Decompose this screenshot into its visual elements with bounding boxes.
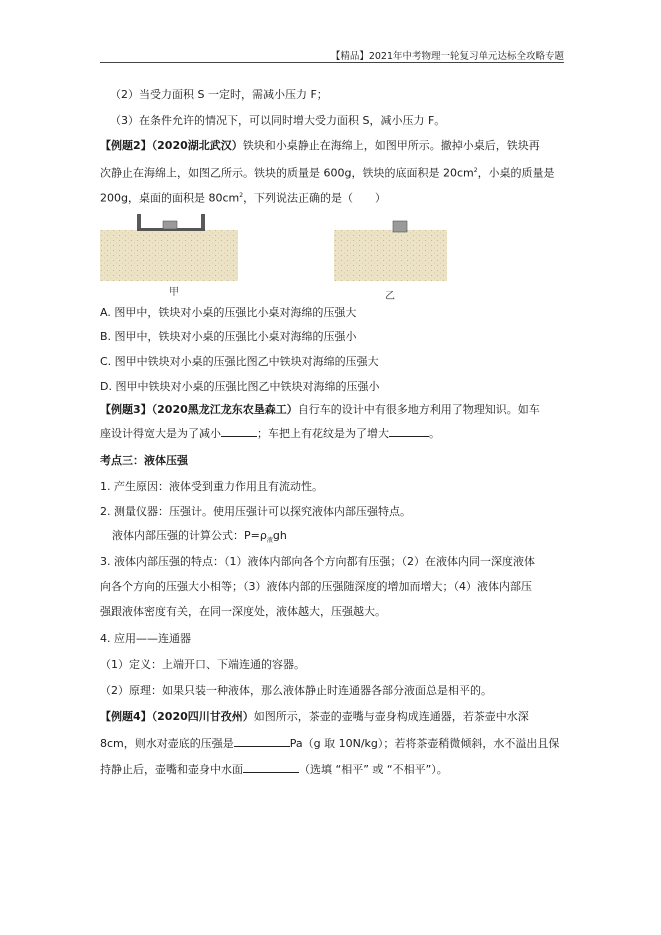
superscript: 2	[239, 192, 244, 199]
superscript: 2	[473, 167, 478, 174]
example-2-line-1	[100, 139, 570, 153]
example-2-text: ，小桌的质量是	[477, 166, 555, 180]
example-4-line-1	[100, 710, 570, 724]
iron-block	[393, 221, 407, 232]
answer-blank	[243, 762, 299, 773]
text-line: 3. 液体内部压强的特点：（1）液体内部向各个方向都有压强；（2）在液体内同一深度液体	[100, 555, 535, 568]
example-4-text: 持静止后，壶嘴和壶身中水面	[100, 763, 243, 776]
example-3-tag: 【例题3】（2020黑龙江龙东农垦森工）	[100, 403, 298, 416]
figure-yi	[334, 209, 447, 281]
text-line: 4. 应用——连通器	[100, 632, 191, 645]
text-line: 2. 测量仪器：压强计。使用压强计可以探究液体内部压强特点。	[100, 505, 411, 518]
page-header: 【精品】2021年中考物理一轮复习单元达标全攻略专题	[330, 51, 564, 62]
example-4-text: 如图所示，茶壶的壶嘴与壶身构成连通器，若茶壶中水深	[253, 710, 529, 723]
option-a: A. 图甲中，铁块对小桌的压强比小桌对海绵的压强大	[100, 306, 357, 319]
example-4-tag: 【例题4】（2020四川甘孜州）	[100, 710, 254, 723]
text-line: （2）当受力面积 S 一定时，需减小压力 F；	[110, 88, 328, 101]
example-4-line-3	[100, 762, 570, 777]
text-line: （1）定义：上端开口、下端连通的容器。	[100, 658, 305, 671]
example-3-text: 自行车的设计中有很多地方利用了物理知识。如车	[297, 403, 540, 416]
example-4-line-2	[100, 736, 570, 751]
example-4-text: 8cm，则水对壶底的压强是	[100, 737, 234, 750]
header-divider	[100, 62, 564, 63]
example-3-text: ；车把上有花纹是为了增大	[257, 427, 389, 440]
example-2-text: ，下列说法正确的是（ ）	[243, 191, 387, 205]
text-line: 强跟液体密度有关，在同一深度处，液体越大，压强越大。	[100, 605, 386, 618]
option-b: B. 图甲中，铁块对小桌的压强比小桌对海绵的压强小	[100, 330, 357, 343]
option-d: D. 图甲中铁块对小桌的压强比图乙中铁块对海绵的压强小	[100, 380, 380, 393]
text-line: 1. 产生原因：液体受到重力作用且有流动性。	[100, 480, 323, 493]
example-3-text: 。	[429, 427, 440, 440]
example-2-line-3	[100, 189, 570, 206]
section-title: 考点三：液体压强	[100, 454, 188, 467]
answer-blank	[221, 426, 257, 437]
example-2-line-2	[100, 164, 570, 181]
option-c: C. 图甲中铁块对小桌的压强比图乙中铁块对海绵的压强大	[100, 355, 379, 368]
example-2-text: 铁块和小桌静止在海绵上，如图甲所示。撤掉小桌后，铁块再	[242, 139, 540, 152]
iron-block	[163, 221, 177, 229]
answer-blank	[234, 736, 290, 747]
figure-jia-label: 甲	[169, 287, 179, 298]
example-3-line-2	[100, 426, 570, 441]
figure-yi-label: 乙	[385, 291, 395, 302]
answer-blank	[389, 426, 429, 437]
formula-line	[112, 529, 582, 548]
example-2-tag: 【例题2】（2020湖北武汉）	[100, 139, 243, 152]
example-2-text: 200g，桌面的面积是 80cm	[100, 191, 240, 205]
text-line: 向各个方向的压强大小相等；（3）液体内部的压强随深度的增加而增大；（4）液体内部压	[100, 580, 532, 593]
example-3-line-1	[100, 403, 570, 417]
example-3-text: 座设计得宽大是为了减小	[100, 427, 221, 440]
example-4-text: （选填 “相平” 或 “不相平”）。	[299, 763, 448, 776]
formula-text: 液体内部压强的计算公式：P=ρ	[112, 529, 267, 542]
formula-text: gh	[272, 529, 287, 542]
example-4-text: Pa（g 取 10N/kg）；若将茶壶稍微倾斜，水不溢出且保	[289, 737, 560, 750]
text-line: （2）原理：如果只装一种液体，那么液体静止时连通器各部分液面总是相平的。	[100, 684, 492, 697]
subscript: 液	[266, 537, 273, 545]
example-2-text: 次静止在海绵上，如图乙所示。铁块的质量是 600g，铁块的底面积是 20cm	[100, 166, 474, 180]
figure-jia	[100, 209, 238, 281]
text-line: （3）在条件允许的情况下，可以同时增大受力面积 S，减小压力 F。	[110, 114, 446, 127]
